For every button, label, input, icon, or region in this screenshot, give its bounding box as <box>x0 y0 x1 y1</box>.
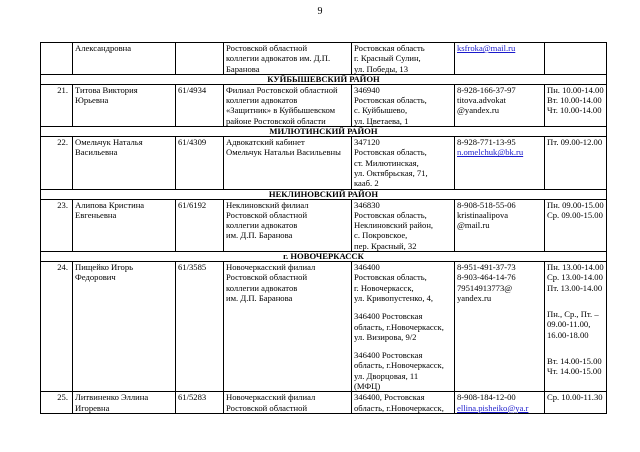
address-gap <box>354 342 452 350</box>
name-line: Игоревна <box>75 402 110 413</box>
address-line: пер. Красный, 32 <box>354 240 417 251</box>
table-row <box>41 392 607 414</box>
hours-line: Пт. 13.00-14.00 <box>547 282 603 293</box>
row-number: 22. <box>41 137 73 189</box>
office-hours <box>545 43 607 75</box>
row-number: 21. <box>41 84 73 126</box>
organization <box>224 199 352 251</box>
district-heading: г. НОВОЧЕРКАССК <box>41 252 607 262</box>
org-line: Неклиновский филиал <box>226 199 309 210</box>
address-line: г. Красный Сулин, <box>354 53 421 64</box>
org-line: районе Ростовской области <box>226 115 326 126</box>
address-line: Ростовская область, <box>354 147 427 158</box>
email-link[interactable]: ksfroka@mail.ru <box>457 43 516 53</box>
address-line: 346400 Ростовская <box>354 311 423 322</box>
hours-gap <box>547 340 604 348</box>
contact-line: 79514913773@ <box>457 282 513 293</box>
name-line: Васильевна <box>75 147 118 158</box>
name-line: Алипова Кристина <box>75 199 145 210</box>
row-number: 25. <box>41 392 73 414</box>
org-line: коллегии адвокатов <box>226 282 298 293</box>
address-line: ул. Дворцовая, 11 <box>354 370 419 381</box>
registry-number: 61/4309 <box>176 137 224 189</box>
lawyer-name <box>73 84 176 126</box>
org-line: коллегии адвокатов <box>226 220 298 231</box>
address-line: Ростовская область <box>354 43 425 53</box>
org-line: Новочеркасский филиал <box>226 262 316 273</box>
registry-number: 61/5283 <box>176 392 224 414</box>
contact-line: 8-951-491-37-73 <box>457 262 516 273</box>
org-line: им. Д.П. Баранова <box>226 292 293 303</box>
contact-line: @yandex.ru <box>457 105 500 116</box>
table-row <box>41 43 607 75</box>
lawyer-name <box>73 262 176 392</box>
contact-line: @mail.ru <box>457 220 490 231</box>
address-line: с. Покровское, <box>354 230 408 241</box>
address-line: ул. Цветаева, 1 <box>354 115 409 126</box>
org-line: Баранова <box>226 63 260 74</box>
hours-gap <box>547 293 604 301</box>
table-row <box>41 84 607 126</box>
hours-gap <box>547 348 604 356</box>
name-line: Юрьевна <box>75 95 109 106</box>
row-number: 24. <box>41 262 73 392</box>
address <box>352 262 455 392</box>
hours-line: Пт. 09.00-12.00 <box>547 137 603 148</box>
contacts <box>455 392 545 414</box>
address-line: Неклиновский район, <box>354 220 434 231</box>
row-number: 23. <box>41 199 73 251</box>
office-hours <box>545 199 607 251</box>
address-line: 347120 <box>354 137 380 148</box>
hours-gap <box>547 301 604 309</box>
org-line: коллегии адвокатов им. Д.П. <box>226 53 331 64</box>
district-heading: МИЛЮТИНСКИЙ РАЙОН <box>41 127 607 137</box>
address-line: область, г.Новочеркасск, <box>354 402 444 413</box>
hours-line: Пн., Ср., Пт. – <box>547 308 599 319</box>
org-line: им. Д.П. Баранова <box>226 230 293 241</box>
name-line: Литвиненко Эллина <box>75 392 149 403</box>
office-hours <box>545 137 607 189</box>
address <box>352 392 455 414</box>
address-line: ст. Милютинская, <box>354 157 419 168</box>
address-line: 346400, Ростовская <box>354 392 425 403</box>
address-line: г. Новочеркасск, <box>354 282 414 293</box>
contact-line: yandex.ru <box>457 292 492 303</box>
hours-line: Ср. 09.00-15.00 <box>547 209 603 220</box>
address-line: (МФЦ) <box>354 381 381 392</box>
table-row <box>41 199 607 251</box>
address <box>352 137 455 189</box>
hours-line: 09.00-11.00, <box>547 319 591 330</box>
district-row <box>41 127 607 137</box>
org-line: «Защитник» в Куйбышевском <box>226 105 336 116</box>
contacts <box>455 137 545 189</box>
name-line: Александровна <box>75 43 132 53</box>
address <box>352 84 455 126</box>
organization <box>224 43 352 75</box>
address-line: ул. Кривопустенко, 4, <box>354 292 434 303</box>
name-line: Федорович <box>75 272 116 283</box>
hours-line: Ср. 13.00-14.00 <box>547 272 603 283</box>
name-line: Омельчук Наталья <box>75 137 143 148</box>
district-heading: НЕКЛИНОВСКИЙ РАЙОН <box>41 189 607 199</box>
lawyer-name <box>73 43 176 75</box>
email-link[interactable]: n.omelchuk@bk.ru <box>457 147 524 158</box>
hours-line: Пн. 13.00-14.00 <box>547 262 604 273</box>
lawyer-name <box>73 199 176 251</box>
office-hours <box>545 84 607 126</box>
hours-line: Вт. 14.00-15.00 <box>547 355 602 366</box>
contacts <box>455 262 545 392</box>
organization <box>224 392 352 414</box>
address-line: область, г.Новочеркасск, <box>354 321 444 332</box>
registry-number: 61/3585 <box>176 262 224 392</box>
org-line: Ростовской областной <box>226 402 308 413</box>
hours-line: 16.00-18.00 <box>547 329 589 340</box>
address-line: ул. Победы, 13 <box>354 63 409 74</box>
address-line: область, г.Новочеркасск, <box>354 360 444 371</box>
address <box>352 199 455 251</box>
contact-line: 8-908-518-55-06 <box>457 199 516 210</box>
hours-line: Ср. 10.00-11.30 <box>547 392 603 403</box>
org-line: Адвокатский кабинет <box>226 137 305 148</box>
hours-line: Пн. 10.00-14.00 <box>547 84 604 95</box>
address-line: ул. Визирова, 9/2 <box>354 331 417 342</box>
registry-number: 61/6192 <box>176 199 224 251</box>
hours-line: Вт. 10.00-14.00 <box>547 95 602 106</box>
hours-line: Пн. 09.00-15.00 <box>547 199 604 210</box>
organization <box>224 84 352 126</box>
org-line: коллегии адвокатов <box>226 95 298 106</box>
office-hours <box>545 392 607 414</box>
registry-number <box>176 43 224 75</box>
lawyer-name <box>73 392 176 414</box>
registry-number: 61/4934 <box>176 84 224 126</box>
district-heading: КУЙБЫШЕВСКИЙ РАЙОН <box>41 74 607 84</box>
contacts <box>455 84 545 126</box>
contacts <box>455 43 545 75</box>
hours-line: Чт. 10.00-14.00 <box>547 105 602 116</box>
lawyers-table <box>40 42 607 414</box>
contact-line: 8-908-184-12-00 <box>457 392 516 403</box>
email-link[interactable]: ellina.pisheiko@ya.r <box>457 402 529 413</box>
table-row <box>41 262 607 392</box>
district-row <box>41 74 607 84</box>
address-line: с. Куйбышево, <box>354 105 408 116</box>
table-row <box>41 137 607 189</box>
address-line: Ростовская область, <box>354 95 427 106</box>
hours-line: Чт. 14.00-15.00 <box>547 366 602 377</box>
address-line: Ростовская область, <box>354 209 427 220</box>
address-gap <box>354 303 452 311</box>
district-row <box>41 189 607 199</box>
page-number: 9 <box>317 6 323 17</box>
name-line: Евгеньевна <box>75 209 117 220</box>
org-line: Новочеркасский филиал <box>226 392 316 403</box>
contact-line: titova.advokat <box>457 95 506 106</box>
address-line: 346940 <box>354 84 380 95</box>
contacts <box>455 199 545 251</box>
address-line: кааб. 2 <box>354 178 379 189</box>
address-line: 346400 Ростовская <box>354 350 423 361</box>
lawyer-name <box>73 137 176 189</box>
org-line: Ростовской областной <box>226 272 308 283</box>
address-line: Ростовская область, <box>354 272 427 283</box>
office-hours <box>545 262 607 392</box>
address-line: 346830 <box>354 199 380 210</box>
org-line: Ростовской областной <box>226 43 308 53</box>
name-line: Пищейко Игорь <box>75 262 134 273</box>
address <box>352 43 455 75</box>
org-line: Ростовской областной <box>226 209 308 220</box>
contact-line: kristinaalipova <box>457 209 509 220</box>
row-number <box>41 43 73 75</box>
name-line: Титова Виктория <box>75 84 138 95</box>
contact-line: 8-903-464-14-76 <box>457 272 516 283</box>
address-line: ул. Октябрьская, 71, <box>354 167 428 178</box>
district-row <box>41 252 607 262</box>
contact-line: 8-928-771-13-95 <box>457 137 516 148</box>
org-line: Омельчук Натальи Васильевны <box>226 147 341 158</box>
organization <box>224 137 352 189</box>
org-line: Филиал Ростовской областной <box>226 84 338 95</box>
address-line: 346400 <box>354 262 380 273</box>
contact-line: 8-928-166-37-97 <box>457 84 516 95</box>
organization <box>224 262 352 392</box>
